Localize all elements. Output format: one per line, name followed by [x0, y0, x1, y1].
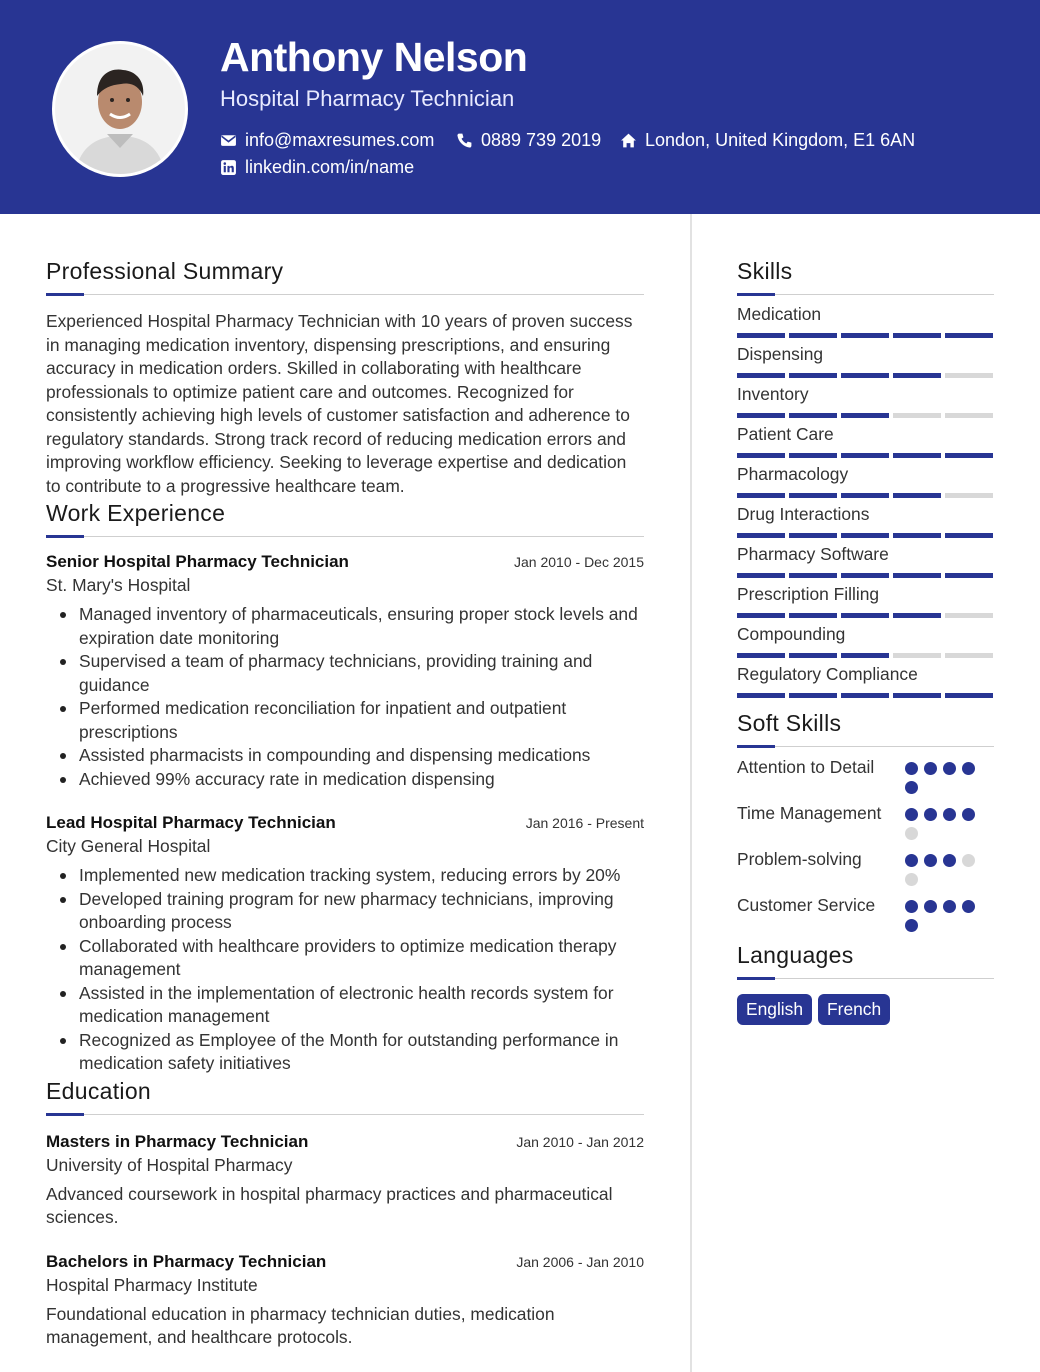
- languages-section: [737, 942, 994, 1025]
- section-heading: Languages: [737, 942, 854, 968]
- soft-skill-rating: [905, 894, 980, 932]
- education-description: Foundational education in pharmacy technician duties, medication management, and healthcare protocols.: [46, 1303, 555, 1347]
- envelope-icon: [220, 132, 237, 149]
- skill-level-bar: [737, 373, 994, 378]
- job-title: Senior Hospital Pharmacy Technician: [46, 552, 349, 571]
- skill-item: [737, 544, 994, 578]
- email-text: info@maxresumes.com: [245, 130, 435, 150]
- rating-dot: [905, 781, 918, 794]
- linkedin-text: linkedin.com/in/name: [245, 157, 415, 177]
- job-dates: Jan 2016 - Present: [525, 815, 644, 831]
- phone-icon: [456, 132, 473, 149]
- rating-dot: [943, 762, 956, 775]
- soft-skills-list: [737, 756, 994, 932]
- skill-level-segment: [893, 413, 941, 418]
- skill-level-bar: [737, 493, 994, 498]
- job-bullets: [46, 603, 644, 791]
- skill-level-segment: [945, 373, 993, 378]
- home-icon: [620, 132, 637, 149]
- skill-level-segment: [737, 373, 785, 378]
- school-name: University of Hospital Pharmacy: [46, 1154, 293, 1175]
- language-chip: French: [818, 994, 890, 1025]
- skill-level-segment: [841, 573, 889, 578]
- skill-level-segment: [789, 693, 837, 698]
- skill-level-segment: [789, 413, 837, 418]
- rating-dot: [962, 762, 975, 775]
- skill-level-segment: [893, 533, 941, 538]
- skills-list: [737, 304, 994, 698]
- resume-header: [0, 0, 1040, 214]
- list-item: Implemented new medication tracking system, reducing errors by 20%: [46, 864, 644, 888]
- list-item: Performed medication reconciliation for inpatient and outpatient prescriptions: [46, 697, 644, 744]
- summary-text: Experienced Hospital Pharmacy Technician with 10 years of proven success in managing medication inventory, dispensing prescriptions, and ensuring accuracy in medication orders. Skilled in collaborating with healthcare professionals to optimize patient care and outcomes. Recognized for consistently achieving high levels of customer satisfaction and adherence to regulatory standards. Strong track record of reducing medication errors and improving workflow efficiency. Seeking to leverage expertise and dedication to contribute to a progressive healthcare team.: [46, 311, 633, 496]
- soft-skill-item: [737, 802, 994, 840]
- rating-dot: [943, 808, 956, 821]
- skill-level-segment: [841, 533, 889, 538]
- soft-skill-name: Attention to Detail: [737, 757, 875, 777]
- skill-level-segment: [893, 493, 941, 498]
- rating-dot: [905, 854, 918, 867]
- job-bullets: [46, 864, 644, 1076]
- skill-level-segment: [945, 573, 993, 578]
- education-entry: [46, 1132, 644, 1230]
- section-heading: Professional Summary: [46, 258, 284, 284]
- rating-dot: [905, 900, 918, 913]
- language-chip: English: [737, 994, 812, 1025]
- skill-level-segment: [737, 493, 785, 498]
- skill-level-segment: [789, 533, 837, 538]
- skill-name: Pharmacy Software: [737, 544, 889, 564]
- skill-level-segment: [737, 453, 785, 458]
- rating-dot: [962, 854, 975, 867]
- skill-level-segment: [841, 413, 889, 418]
- section-rule: [737, 977, 994, 980]
- column-divider: [690, 214, 692, 1372]
- skill-item: [737, 304, 994, 338]
- education-dates: Jan 2006 - Jan 2010: [516, 1253, 644, 1270]
- candidate-name: Anthony Nelson: [220, 34, 528, 80]
- rating-dot: [905, 762, 918, 775]
- skill-item: [737, 344, 994, 378]
- skill-level-segment: [893, 333, 941, 338]
- sidebar-column: [737, 258, 994, 1025]
- soft-skill-rating: [905, 756, 980, 794]
- skill-level-segment: [737, 613, 785, 618]
- rating-dot: [905, 808, 918, 821]
- rating-dot: [943, 900, 956, 913]
- skill-level-segment: [841, 613, 889, 618]
- experience-section: [46, 500, 644, 1076]
- skill-level-segment: [789, 373, 837, 378]
- skill-level-segment: [789, 653, 837, 658]
- skill-level-segment: [893, 613, 941, 618]
- skill-name: Dispensing: [737, 344, 824, 364]
- skill-level-segment: [841, 333, 889, 338]
- section-heading: Skills: [737, 258, 793, 284]
- rating-dot: [924, 854, 937, 867]
- skill-level-bar: [737, 573, 994, 578]
- skill-level-segment: [737, 333, 785, 338]
- skill-level-segment: [945, 493, 993, 498]
- skill-level-segment: [893, 693, 941, 698]
- skill-name: Regulatory Compliance: [737, 664, 918, 684]
- list-item: Managed inventory of pharmaceuticals, ensuring proper stock levels and expiration date monitoring: [46, 603, 644, 650]
- soft-skill-rating: [905, 848, 980, 886]
- soft-skill-name: Problem-solving: [737, 849, 862, 869]
- skill-level-segment: [945, 613, 993, 618]
- soft-skill-item: [737, 894, 994, 932]
- skill-item: [737, 504, 994, 538]
- degree-title: Bachelors in Pharmacy Technician: [46, 1251, 327, 1271]
- location-text: London, United Kingdom, E1 6AN: [645, 130, 916, 150]
- skill-level-segment: [841, 453, 889, 458]
- rating-dot: [924, 900, 937, 913]
- section-rule: [46, 1113, 644, 1116]
- skill-level-segment: [945, 333, 993, 338]
- rating-dot: [905, 827, 918, 840]
- soft-skill-item: [737, 756, 994, 794]
- skill-level-segment: [841, 373, 889, 378]
- section-rule: [737, 293, 994, 296]
- list-item: Developed training program for new pharmacy technicians, improving onboarding process: [46, 888, 644, 935]
- summary-section: [46, 258, 644, 498]
- languages-list: [737, 994, 994, 1025]
- soft-skill-name: Time Management: [737, 803, 882, 823]
- skill-level-bar: [737, 653, 994, 658]
- skill-item: [737, 384, 994, 418]
- skill-name: Medication: [737, 304, 822, 324]
- job-organization: St. Mary's Hospital: [46, 575, 191, 595]
- main-column: [46, 258, 644, 1350]
- job-title: Lead Hospital Pharmacy Technician: [46, 813, 336, 832]
- education-section: [46, 1078, 644, 1350]
- skill-level-segment: [789, 453, 837, 458]
- education-dates: Jan 2010 - Jan 2012: [516, 1133, 644, 1150]
- skill-item: [737, 624, 994, 658]
- job-entry: [46, 552, 644, 791]
- linkedin-icon: [220, 159, 237, 176]
- skill-level-bar: [737, 533, 994, 538]
- section-heading: Soft Skills: [737, 710, 842, 736]
- skill-level-segment: [737, 693, 785, 698]
- phone-text: 0889 739 2019: [481, 130, 602, 150]
- education-description: Advanced coursework in hospital pharmacy practices and pharmaceutical sciences.: [46, 1183, 613, 1227]
- rating-dot: [962, 808, 975, 821]
- skill-level-segment: [945, 413, 993, 418]
- phone-contact[interactable]: [456, 130, 601, 151]
- skill-level-segment: [945, 653, 993, 658]
- candidate-title: Hospital Pharmacy Technician: [220, 86, 515, 111]
- list-item: Achieved 99% accuracy rate in medication dispensing: [46, 768, 644, 792]
- section-rule: [737, 745, 994, 748]
- list-item: Supervised a team of pharmacy technicians, providing training and guidance: [46, 650, 644, 697]
- skill-level-bar: [737, 413, 994, 418]
- skill-level-bar: [737, 613, 994, 618]
- skill-item: [737, 424, 994, 458]
- skill-level-segment: [737, 533, 785, 538]
- rating-dot: [943, 854, 956, 867]
- skill-name: Prescription Filling: [737, 584, 880, 604]
- skill-level-segment: [945, 693, 993, 698]
- section-heading: Education: [46, 1077, 151, 1104]
- profile-photo: [52, 41, 188, 177]
- skill-level-bar: [737, 333, 994, 338]
- list-item: Collaborated with healthcare providers to optimize medication therapy management: [46, 935, 644, 982]
- list-item: Assisted in the implementation of electronic health records system for medication management: [46, 982, 644, 1029]
- list-item: Recognized as Employee of the Month for outstanding performance in medication safety initiatives: [46, 1029, 644, 1076]
- skill-level-segment: [945, 533, 993, 538]
- section-rule: [46, 293, 644, 296]
- skill-level-segment: [841, 653, 889, 658]
- email-contact[interactable]: [220, 130, 434, 151]
- rating-dot: [905, 873, 918, 886]
- linkedin-contact[interactable]: [220, 157, 414, 178]
- skill-name: Pharmacology: [737, 464, 849, 484]
- skill-level-segment: [893, 573, 941, 578]
- skill-level-segment: [789, 613, 837, 618]
- skill-level-segment: [841, 693, 889, 698]
- skill-level-segment: [737, 653, 785, 658]
- rating-dot: [905, 919, 918, 932]
- skill-level-bar: [737, 453, 994, 458]
- skill-level-segment: [789, 493, 837, 498]
- job-entry: [46, 813, 644, 1076]
- skill-level-segment: [893, 653, 941, 658]
- skill-item: [737, 664, 994, 698]
- list-item: Assisted pharmacists in compounding and dispensing medications: [46, 744, 644, 768]
- education-entry: [46, 1252, 644, 1350]
- skill-name: Compounding: [737, 624, 846, 644]
- skill-item: [737, 584, 994, 618]
- skill-level-segment: [841, 493, 889, 498]
- skill-level-segment: [893, 453, 941, 458]
- skill-level-segment: [893, 373, 941, 378]
- location-contact: [620, 130, 915, 151]
- skills-section: [737, 258, 994, 698]
- skill-name: Patient Care: [737, 424, 834, 444]
- soft-skill-rating: [905, 802, 980, 840]
- soft-skills-section: [737, 710, 994, 932]
- job-dates: Jan 2010 - Dec 2015: [514, 554, 644, 570]
- soft-skill-name: Customer Service: [737, 895, 876, 915]
- rating-dot: [924, 808, 937, 821]
- skill-level-segment: [789, 573, 837, 578]
- section-rule: [46, 535, 644, 538]
- skill-item: [737, 464, 994, 498]
- rating-dot: [924, 762, 937, 775]
- skill-level-segment: [737, 573, 785, 578]
- skill-name: Inventory: [737, 384, 809, 404]
- skill-level-segment: [737, 413, 785, 418]
- skill-name: Drug Interactions: [737, 504, 870, 524]
- school-name: Hospital Pharmacy Institute: [46, 1274, 258, 1295]
- rating-dot: [962, 900, 975, 913]
- avatar-icon: [55, 44, 185, 174]
- skill-level-segment: [945, 453, 993, 458]
- section-heading: Work Experience: [46, 500, 226, 526]
- degree-title: Masters in Pharmacy Technician: [46, 1131, 309, 1151]
- soft-skill-item: [737, 848, 994, 886]
- job-organization: City General Hospital: [46, 836, 211, 856]
- skill-level-bar: [737, 693, 994, 698]
- skill-level-segment: [789, 333, 837, 338]
